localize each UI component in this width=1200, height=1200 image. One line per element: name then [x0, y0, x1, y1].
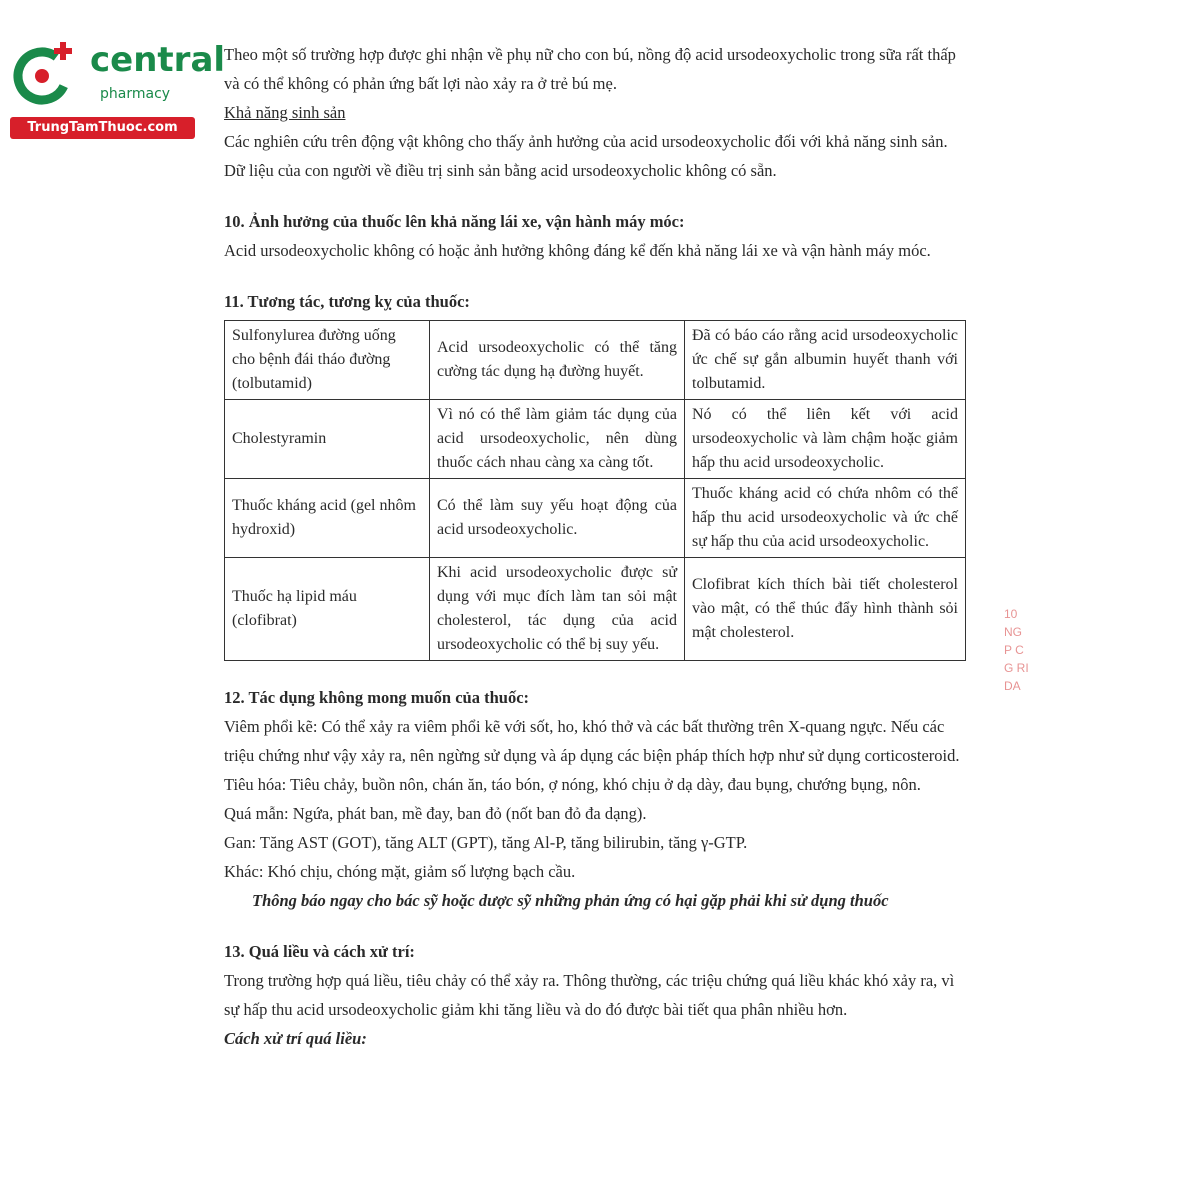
- side-effect-liver: Gan: Tăng AST (GOT), tăng ALT (GPT), tăng Al-P, tăng bilirubin, tăng γ-GTP.: [224, 833, 748, 852]
- section-13-text: Trong trường hợp quá liều, tiêu chảy có thể xảy ra. Thông thường, các triệu chứng quá liều khác khó xảy ra, vì sự hấp thu acid ursodeoxycholic giảm khi tăng liều và do đó được bài tiết qua phân nhiều hơn.: [224, 971, 955, 1019]
- table-cell-drug: Cholestyramin: [225, 400, 430, 479]
- stamp-fragment: 10 NG P C G RI DA: [1004, 607, 1029, 693]
- report-notice: Thông báo ngay cho bác sỹ hoặc dược sỹ những phản ứng có hại gặp phải khi sử dụng thuốc: [252, 891, 889, 910]
- table-cell-effect: Có thể làm suy yếu hoạt động của acid ursodeoxycholic.: [430, 479, 685, 558]
- side-effect-digestive: Tiêu hóa: Tiêu chảy, buồn nôn, chán ăn, táo bón, ợ nóng, khó chịu ở dạ dày, đau bụng, chướng bụng, nôn.: [224, 775, 921, 794]
- section-12-heading: 12. Tác dụng không mong muốn của thuốc:: [224, 688, 530, 707]
- section-10-heading: 10. Ảnh hưởng của thuốc lên khả năng lái xe, vận hành máy móc:: [224, 212, 685, 231]
- logo-brand-text: central: [90, 40, 226, 80]
- section-13-heading: 13. Quá liều và cách xử trí:: [224, 942, 415, 961]
- section-11-heading: 11. Tương tác, tương kỵ của thuốc:: [224, 292, 470, 311]
- table-cell-drug: Thuốc kháng acid (gel nhôm hydroxid): [225, 479, 430, 558]
- document-body: [224, 40, 972, 1053]
- fertility-heading: Khả năng sinh sản: [224, 103, 346, 122]
- table-cell-mechanism: Nó có thể liên kết với acid ursodeoxycholic và làm chậm hoặc giảm hấp thu acid ursodeoxycholic.: [685, 400, 966, 479]
- fertility-paragraph: Các nghiên cứu trên động vật không cho thấy ảnh hưởng của acid ursodeoxycholic đối với khả năng sinh sản. Dữ liệu của con người về điều trị sinh sản bằng acid ursodeoxycholic không có sẵn.: [224, 132, 948, 180]
- table-cell-drug: Thuốc hạ lipid máu (clofibrat): [225, 558, 430, 661]
- side-effect-other: Khác: Khó chịu, chóng mặt, giảm số lượng bạch cầu.: [224, 862, 576, 881]
- overdose-treatment-heading: Cách xử trí quá liều:: [224, 1029, 367, 1048]
- table-cell-effect: Khi acid ursodeoxycholic được sử dụng với mục đích làm tan sỏi mật cholesterol, tác dụng của acid ursodeoxycholic có thể bị suy yếu.: [430, 558, 685, 661]
- breastfeeding-paragraph: Theo một số trường hợp được ghi nhận về phụ nữ cho con bú, nồng độ acid ursodeoxycholic trong sữa rất thấp và có thể không có phản ứng bất lợi nào xảy ra ở trẻ bú mẹ.: [224, 45, 956, 93]
- table-row: [225, 558, 966, 661]
- table-cell-mechanism: Đã có báo cáo rằng acid ursodeoxycholic ức chế sự gắn albumin huyết thanh với tolbutamid.: [685, 321, 966, 400]
- interaction-table: [224, 320, 966, 661]
- table-row: [225, 400, 966, 479]
- section-10-text: Acid ursodeoxycholic không có hoặc ảnh hưởng không đáng kể đến khả năng lái xe và vận hành máy móc.: [224, 241, 931, 260]
- logo-website-badge[interactable]: TrungTamThuoc.com: [10, 117, 195, 139]
- table-cell-mechanism: Clofibrat kích thích bài tiết cholesterol vào mật, có thể thúc đẩy hình thành sỏi mật cholesterol.: [685, 558, 966, 661]
- table-cell-mechanism: Thuốc kháng acid có chứa nhôm có thể hấp thu acid ursodeoxycholic và ức chế sự hấp thu của acid ursodeoxycholic.: [685, 479, 966, 558]
- table-cell-effect: Vì nó có thể làm giảm tác dụng của acid ursodeoxycholic, nên dùng thuốc cách nhau càng xa càng tốt.: [430, 400, 685, 479]
- logo-sub-text: pharmacy: [100, 86, 171, 102]
- side-effect-allergy: Quá mẫn: Ngứa, phát ban, mề đay, ban đỏ (nốt ban đỏ đa dạng).: [224, 804, 647, 823]
- pharmacy-cross-logo-icon: [10, 38, 82, 110]
- table-cell-effect: Acid ursodeoxycholic có thể tăng cường tác dụng hạ đường huyết.: [430, 321, 685, 400]
- side-effect-lung: Viêm phổi kẽ: Có thể xảy ra viêm phổi kẽ với sốt, ho, khó thở và các bất thường trên X-quang ngực. Nếu các triệu chứng như vậy xảy ra, nên ngừng sử dụng và áp dụng các biện pháp thích hợp như sử dụng corticosteroid.: [224, 717, 960, 765]
- table-row: [225, 321, 966, 400]
- table-row: [225, 479, 966, 558]
- table-cell-drug: Sulfonylurea đường uống cho bệnh đái tháo đường (tolbutamid): [225, 321, 430, 400]
